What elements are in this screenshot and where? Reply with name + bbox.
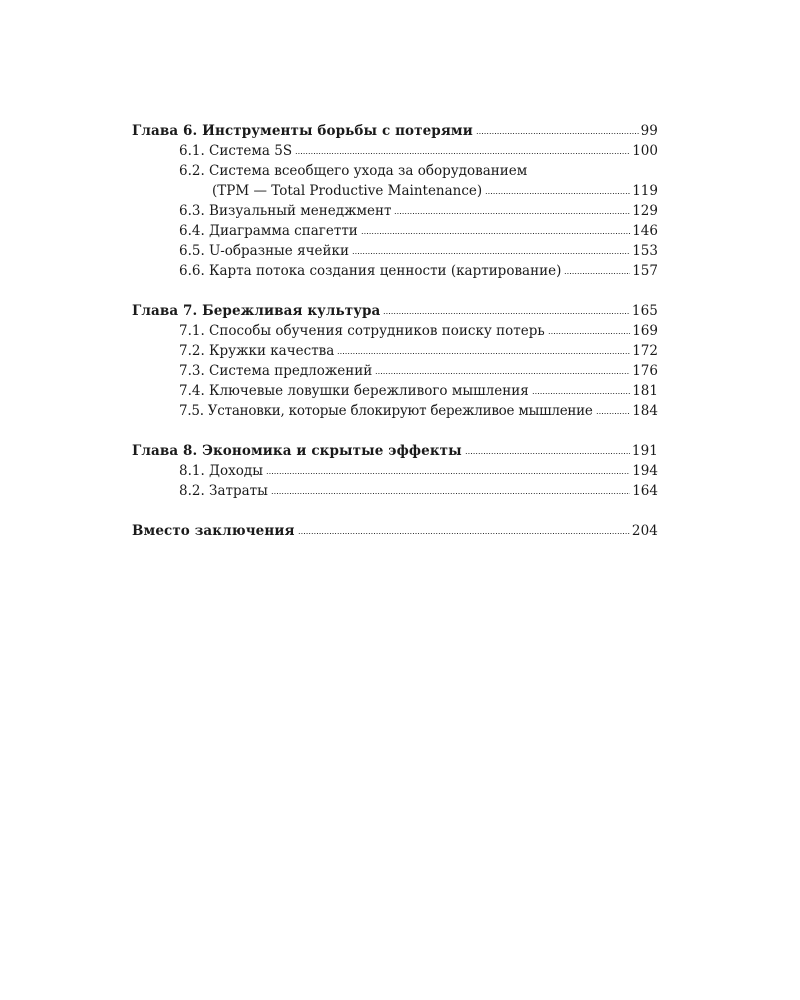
item-title: 7.2. Кружки качества (179, 343, 335, 359)
page-number: 157 (632, 263, 658, 279)
item-title: 6.3. Визуальный менеджмент (179, 203, 392, 219)
chapter-title: Глава 8. Экономика и скрытые эффекты (132, 443, 462, 459)
page-number: 119 (632, 183, 658, 199)
page-number: 165 (631, 303, 658, 319)
toc-item (132, 321, 658, 341)
chapter-title: Глава 6. Инструменты борьбы с потерями (132, 123, 473, 139)
dot-leader (564, 272, 630, 275)
item-title: 8.2. Затраты (179, 483, 268, 499)
dot-leader (337, 352, 630, 355)
page-number: 169 (632, 323, 658, 339)
dot-leader (375, 372, 630, 375)
item-title: 7.5. Установки, которые блокируют бережливое мышление (179, 403, 593, 419)
dot-leader (532, 392, 630, 395)
page-number: 176 (632, 363, 658, 379)
page-number: 164 (632, 483, 658, 499)
item-title: 6.6. Карта потока создания ценности (картирование) (179, 263, 562, 279)
section-gap (132, 501, 658, 521)
toc-chapter-6 (132, 121, 658, 141)
toc-item (132, 461, 658, 481)
toc-item (132, 341, 658, 361)
toc-conclusion (132, 521, 658, 541)
item-title: 7.3. Система предложений (179, 363, 373, 379)
toc-chapter-8 (132, 441, 658, 461)
chapter-title: Вместо заключения (132, 523, 295, 539)
dot-leader (476, 132, 639, 135)
page-number: 181 (632, 383, 658, 399)
dot-leader (295, 152, 630, 155)
toc-item (132, 221, 658, 241)
page-number: 99 (640, 123, 658, 139)
page-number: 191 (631, 443, 658, 459)
dot-leader (548, 332, 631, 335)
item-title: 6.2. Система всеобщего ухода за оборудованием (179, 163, 528, 179)
item-title: 7.4. Ключевые ловушки бережливого мышления (179, 383, 529, 399)
item-title: 6.1. Система 5S (179, 143, 293, 159)
toc-item (132, 361, 658, 381)
item-title: 8.1. Доходы (179, 463, 263, 479)
dot-leader (596, 412, 631, 415)
dot-leader (266, 472, 630, 475)
toc-item (132, 161, 658, 181)
dot-leader (383, 312, 630, 315)
page-number: 146 (632, 223, 658, 239)
page-number: 172 (632, 343, 658, 359)
toc-item (132, 261, 658, 281)
item-title: 6.5. U-образные ячейки (179, 243, 349, 259)
dot-leader (485, 192, 630, 195)
item-title-continuation: (TPM — Total Productive Maintenance) (212, 183, 483, 199)
dot-leader (465, 452, 630, 455)
dot-leader (271, 492, 630, 495)
toc-item (132, 241, 658, 261)
dot-leader (394, 212, 630, 215)
chapter-title: Глава 7. Бережливая культура (132, 303, 381, 319)
table-of-contents (132, 121, 658, 541)
toc-item (132, 401, 658, 421)
dot-leader (361, 232, 630, 235)
toc-item (132, 481, 658, 501)
page-number: 194 (632, 463, 658, 479)
toc-item (132, 381, 658, 401)
page-number: 184 (632, 403, 658, 419)
section-gap (132, 421, 658, 441)
dot-leader (352, 252, 630, 255)
section-gap (132, 281, 658, 301)
toc-chapter-7 (132, 301, 658, 321)
page-number: 100 (632, 143, 658, 159)
page-number: 129 (632, 203, 658, 219)
toc-item (132, 201, 658, 221)
toc-item-continuation (132, 181, 658, 201)
dot-leader (298, 532, 630, 535)
page-number: 153 (632, 243, 658, 259)
toc-item (132, 141, 658, 161)
item-title: 7.1. Способы обучения сотрудников поиску потерь (179, 323, 545, 339)
page-number: 204 (631, 523, 658, 539)
item-title: 6.4. Диаграмма спагетти (179, 223, 358, 239)
